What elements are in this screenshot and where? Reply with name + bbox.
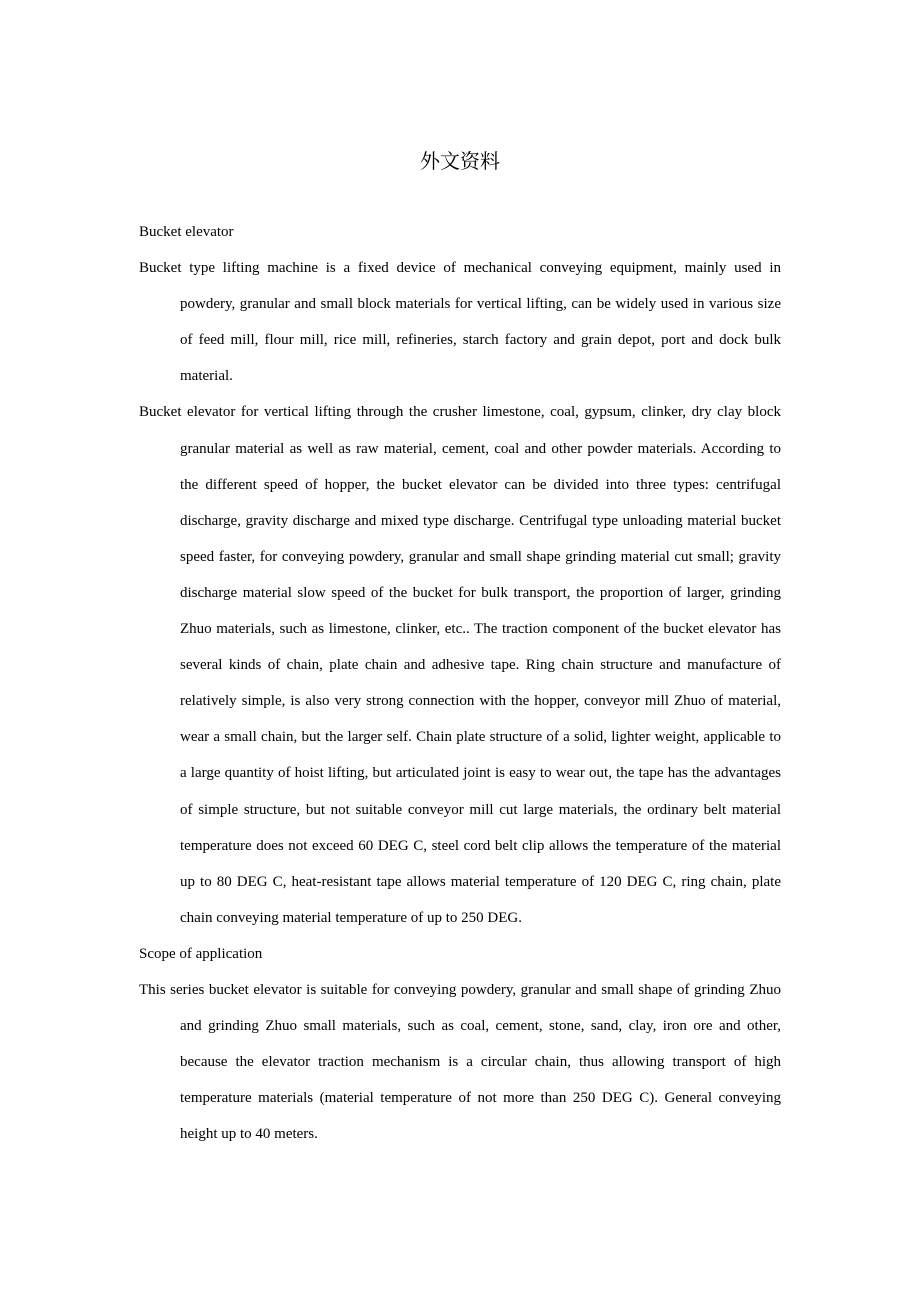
section-heading-scope: Scope of application <box>139 945 263 962</box>
paragraph-scope: This series bucket elevator is suitable for conveying powdery, granular and small shape of grinding Zhuo and grinding Zhuo small materials, such as coal, cement, stone, sand, clay, iron ore and other, because the elevator traction mechanism is a circular chain, thus allowing transport of high temperature materials (material temperature of not more than 250 DEG C). General conveying height up to 40 meters. <box>139 981 781 1143</box>
paragraph-intro: Bucket type lifting machine is a fixed device of mechanical conveying equipment, mainly used in powdery, granular and small block materials for vertical lifting, can be widely used in various size of feed mill, flour mill, rice mill, refineries, starch factory and grain depot, port and dock bulk material. <box>139 260 781 385</box>
paragraph-vertical-lifting: Bucket elevator for vertical lifting through the crusher limestone, coal, gypsum, clinker, dry clay block granular material as well as raw material, cement, coal and other powder materials. According to the different speed of hopper, the bucket elevator can be divided into three types: centrifugal discharge, gravity discharge and mixed type discharge. Centrifugal type unloading material bucket speed faster, for conveying powdery, granular and small shape grinding material cut small; gravity discharge material slow speed of the bucket for bulk transport, the proportion of larger, grinding Zhuo materials, such as limestone, clinker, etc.. The traction component of the bucket elevator has several kinds of chain, plate chain and adhesive tape. Ring chain structure and manufacture of relatively simple, is also very strong connection with the hopper, conveyor mill Zhuo of material, wear a small chain, but the larger self. Chain plate structure of a solid, lighter weight, applicable to a large quantity of hoist lifting, but articulated joint is easy to wear out, the tape has the advantages of simple structure, but not suitable conveyor mill cut large materials, the ordinary belt material temperature does not exceed 60 DEG C, steel cord belt clip allows the temperature of the material up to 80 DEG C, heat-resistant tape allows material temperature of 120 DEG C, ring chain, plate chain conveying material temperature of up to 250 DEG. <box>139 404 781 926</box>
section-heading-bucket-elevator: Bucket elevator <box>139 224 234 240</box>
page-title: 外文资料 <box>420 149 500 173</box>
document-body <box>139 214 781 1152</box>
